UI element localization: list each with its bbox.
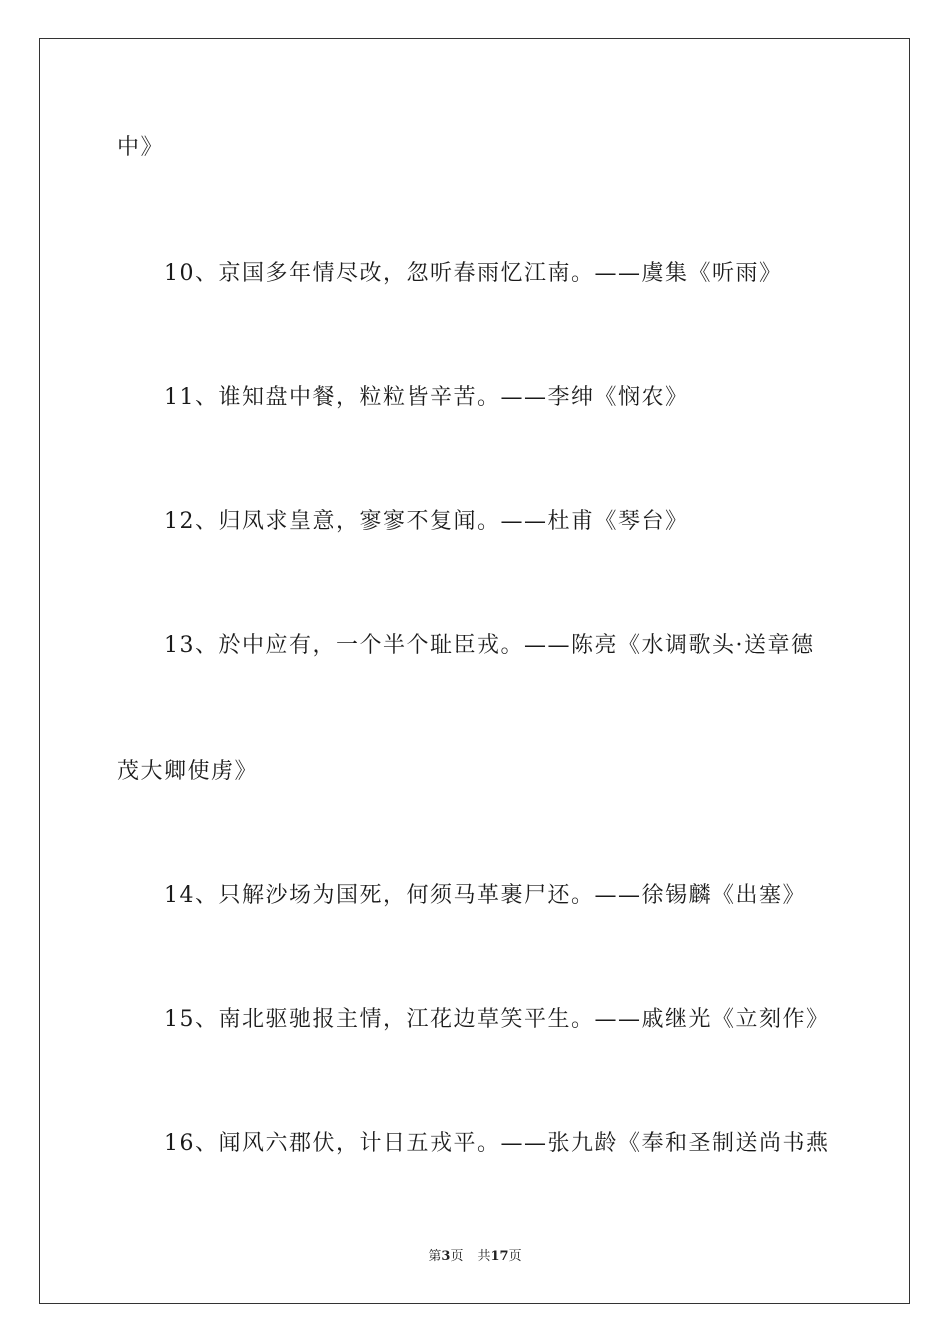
page-suffix: 页 — [450, 1249, 464, 1264]
page-footer — [0, 1248, 950, 1266]
total-suffix: 页 — [508, 1249, 522, 1264]
total-pages: 17 — [490, 1249, 509, 1264]
text-line-continuation: 中》 — [117, 135, 165, 160]
quote-line-10: 10、京国多年情尽改，忽听春雨忆江南。——虞集《听雨》 — [164, 261, 783, 286]
page-prefix: 第 — [428, 1249, 442, 1264]
quote-line-16: 16、闻风六郡伏，计日五戎平。——张九龄《奉和圣制送尚书燕 — [164, 1131, 830, 1156]
quote-line-13-continuation: 茂大卿使虏》 — [117, 759, 259, 784]
quote-line-12: 12、归凤求皇意，寥寥不复闻。——杜甫《琴台》 — [164, 509, 689, 534]
quote-line-13: 13、於中应有，一个半个耻臣戎。——陈亮《水调歌头·送章德 — [164, 633, 815, 658]
total-prefix: 共 — [477, 1249, 491, 1264]
quote-line-11: 11、谁知盘中餐，粒粒皆辛苦。——李绅《悯农》 — [164, 385, 689, 410]
quote-line-14: 14、只解沙场为国死，何须马革裹尸还。——徐锡麟《出塞》 — [164, 883, 806, 908]
quote-line-15: 15、南北驱驰报主情，江花边草笑平生。——戚继光《立刻作》 — [164, 1007, 830, 1032]
page-border — [39, 38, 910, 1304]
page-number: 3 — [441, 1249, 451, 1264]
